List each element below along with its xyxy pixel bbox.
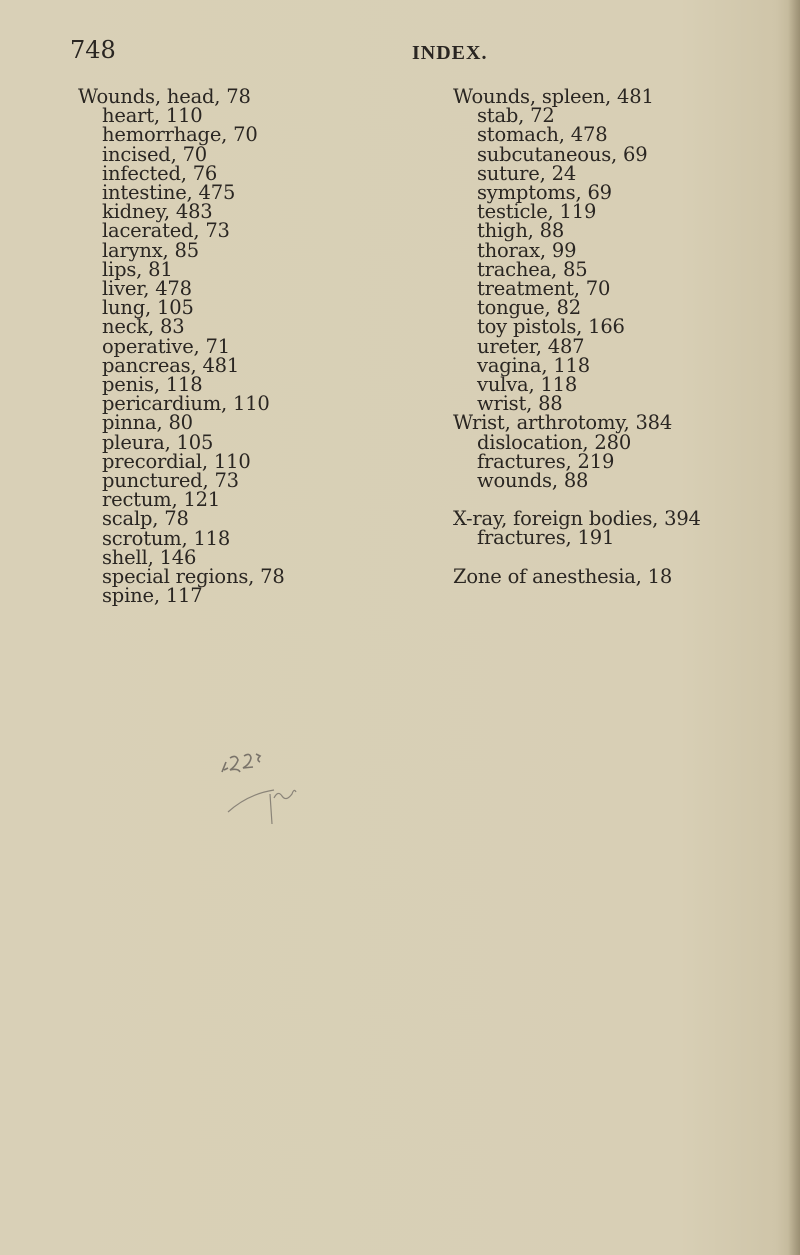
index-subentry: rectum, 121 xyxy=(102,488,221,512)
index-subentry: pinna, 80 xyxy=(102,411,193,435)
page-edge-shadow xyxy=(788,0,800,1255)
index-subentry: liver, 478 xyxy=(102,277,192,301)
index-subentry: pericardium, 110 xyxy=(102,392,270,416)
index-subentry: infected, 76 xyxy=(102,161,218,185)
index-subentry: vulva, 118 xyxy=(477,373,578,397)
index-subentry: lips, 81 xyxy=(102,257,173,281)
index-subentry: fractures, 219 xyxy=(477,449,615,473)
index-entry: Zone of anesthesia, 18 xyxy=(453,564,673,588)
index-subentry: heart, 110 xyxy=(102,104,203,128)
index-subentry: stomach, 478 xyxy=(477,123,608,147)
index-subentry: lacerated, 73 xyxy=(102,219,230,243)
index-column-left xyxy=(78,85,408,608)
entry-gap xyxy=(453,548,773,567)
index-subentry: fractures, 191 xyxy=(477,526,615,550)
index-subentry: toy pistols, 166 xyxy=(477,315,625,339)
index-subentry: treatment, 70 xyxy=(477,277,611,301)
index-subentry: stab, 72 xyxy=(477,104,555,128)
index-subentry: intestine, 475 xyxy=(102,181,236,205)
index-entry: X-ray, foreign bodies, 394 xyxy=(453,507,701,531)
index-subentry: ureter, 487 xyxy=(477,334,585,358)
index-subentry: wounds, 88 xyxy=(477,469,589,493)
index-subentry: precordial, 110 xyxy=(102,449,251,473)
index-entry: Wounds, head, 78 xyxy=(78,85,251,108)
index-subentry: neck, 83 xyxy=(102,315,185,339)
handwritten-marks xyxy=(220,750,330,830)
index-entry: Wrist, arthrotomy, 384 xyxy=(453,411,673,435)
index-subentry: penis, 118 xyxy=(102,373,203,397)
index-column-right xyxy=(453,87,773,586)
index-subentry: thigh, 88 xyxy=(477,219,565,243)
index-subentry: dislocation, 280 xyxy=(477,430,632,454)
index-subentry: shell, 146 xyxy=(102,545,197,569)
index-subentry: wrist, 88 xyxy=(477,392,563,416)
index-subentry: thorax, 99 xyxy=(477,238,577,262)
index-subentry: symptoms, 69 xyxy=(477,181,612,205)
index-subentry: tongue, 82 xyxy=(477,296,581,320)
index-subentry: scrotum, 118 xyxy=(102,526,231,550)
index-subentry: operative, 71 xyxy=(102,334,230,358)
index-subentry: incised, 70 xyxy=(102,142,207,166)
index-subentry: spine, 117 xyxy=(102,584,203,608)
index-subentry: hemorrhage, 70 xyxy=(102,123,258,147)
index-subentry: suture, 24 xyxy=(477,161,577,185)
index-subentry: pancreas, 481 xyxy=(102,353,240,377)
index-subentry: subcutaneous, 69 xyxy=(477,142,648,166)
index-subentry: vagina, 118 xyxy=(477,353,590,377)
index-subentry: pleura, 105 xyxy=(102,430,214,454)
index-subentry: lung, 105 xyxy=(102,296,194,320)
index-subentry: testicle, 119 xyxy=(477,200,597,224)
index-subentry: punctured, 73 xyxy=(102,469,239,493)
page-number: 748 xyxy=(70,36,116,64)
index-subentry: scalp, 78 xyxy=(102,507,189,531)
index-subentry: special regions, 78 xyxy=(102,565,285,589)
index-subentry: larynx, 85 xyxy=(102,238,199,262)
index-subentry: trachea, 85 xyxy=(477,257,588,281)
index-entry: Wounds, spleen, 481 xyxy=(453,85,654,108)
index-subentry: kidney, 483 xyxy=(102,200,213,224)
running-head: INDEX. xyxy=(412,42,488,64)
